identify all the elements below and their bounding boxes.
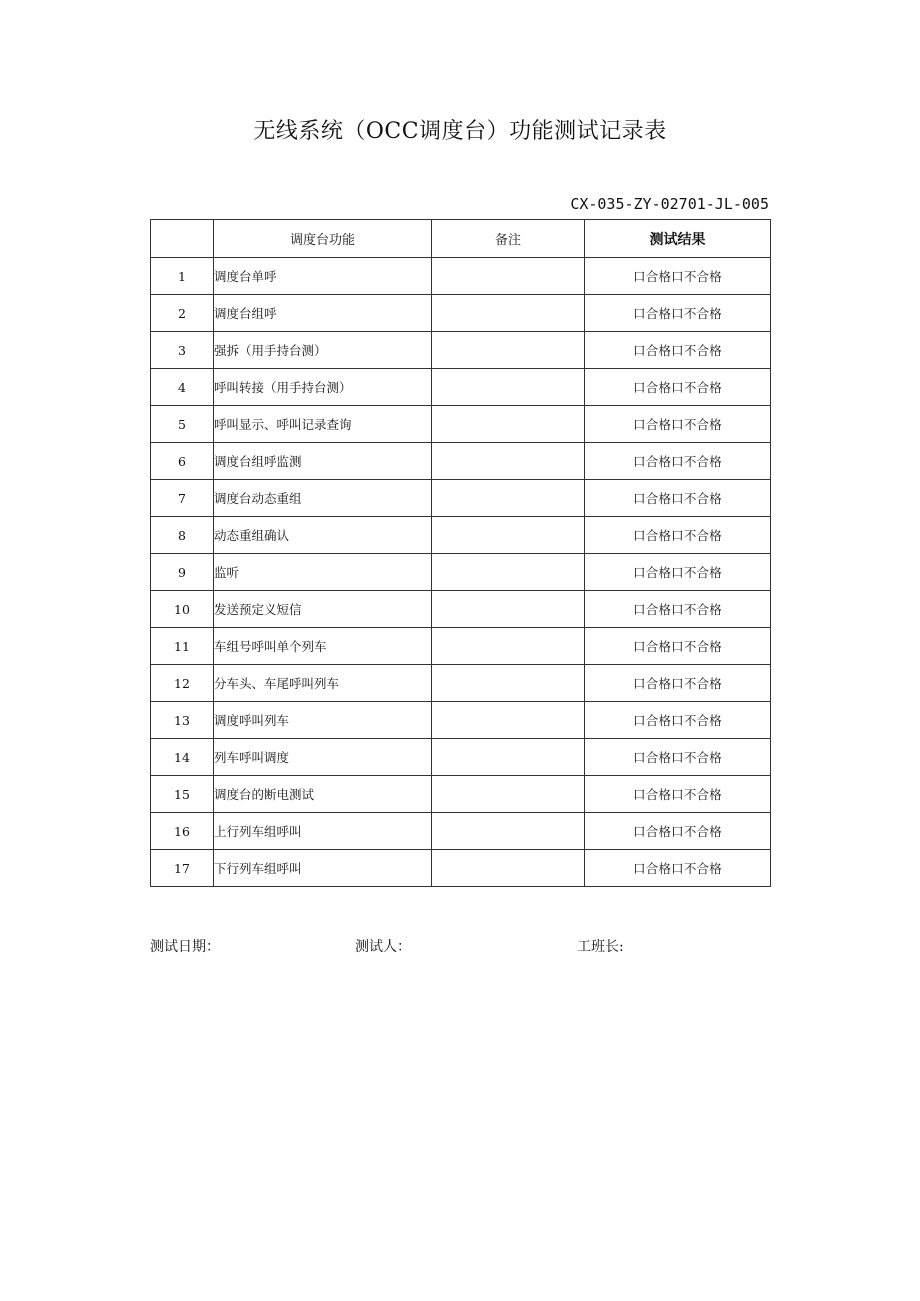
row-result-checkboxes [585,443,771,480]
table-row [151,295,771,332]
row-result-checkboxes [585,258,771,295]
table-row [151,443,771,480]
header-remark: 备注 [432,220,585,258]
result-options-text[interactable]: 口合格口不合格 [633,454,722,469]
table-row [151,850,771,887]
table-row [151,665,771,702]
row-remark-field[interactable] [432,517,585,554]
row-remark-field[interactable] [432,369,585,406]
row-index: 15 [151,776,214,813]
row-remark-field[interactable] [432,813,585,850]
test-date-label: 测试日期： [150,939,220,955]
table-row [151,591,771,628]
result-options-text[interactable]: 口合格口不合格 [633,713,722,728]
table-row [151,554,771,591]
row-result-checkboxes [585,332,771,369]
result-options-text[interactable]: 口合格口不合格 [633,565,722,580]
row-remark-field[interactable] [432,554,585,591]
row-function: 动态重组确认 [214,517,432,554]
row-function: 调度台的断电测试 [214,776,432,813]
row-result-checkboxes [585,628,771,665]
page-title: 无线系统（OCC调度台）功能测试记录表 [253,119,667,144]
row-remark-field[interactable] [432,739,585,776]
table-row [151,776,771,813]
row-remark-field[interactable] [432,776,585,813]
row-function: 发送预定义短信 [214,591,432,628]
table-row [151,406,771,443]
row-result-checkboxes [585,554,771,591]
row-index: 16 [151,813,214,850]
signature-footer [0,936,920,958]
row-index: 3 [151,332,214,369]
result-options-text[interactable]: 口合格口不合格 [633,676,722,691]
row-index: 13 [151,702,214,739]
row-index: 11 [151,628,214,665]
foreman-label: 工班长: [577,939,624,955]
row-index: 1 [151,258,214,295]
row-function: 呼叫转接（用手持台测） [214,369,432,406]
row-result-checkboxes [585,591,771,628]
document-code: CX-035-ZY-02701-JL-005 [570,195,769,213]
table-row [151,813,771,850]
table-row [151,369,771,406]
row-function: 调度台单呼 [214,258,432,295]
result-options-text[interactable]: 口合格口不合格 [633,861,722,876]
row-function: 调度呼叫列车 [214,702,432,739]
result-options-text[interactable]: 口合格口不合格 [633,528,722,543]
row-index: 2 [151,295,214,332]
row-remark-field[interactable] [432,591,585,628]
result-options-text[interactable]: 口合格口不合格 [633,491,722,506]
result-options-text[interactable]: 口合格口不合格 [633,824,722,839]
row-result-checkboxes [585,702,771,739]
row-index: 9 [151,554,214,591]
row-result-checkboxes [585,295,771,332]
table-row [151,702,771,739]
row-function: 上行列车组呼叫 [214,813,432,850]
table-row [151,332,771,369]
result-options-text[interactable]: 口合格口不合格 [633,343,722,358]
row-function: 调度台组呼监测 [214,443,432,480]
result-options-text[interactable]: 口合格口不合格 [633,639,722,654]
tester-label: 测试人： [355,939,411,955]
row-remark-field[interactable] [432,258,585,295]
result-options-text[interactable]: 口合格口不合格 [633,602,722,617]
result-options-text[interactable]: 口合格口不合格 [633,750,722,765]
row-result-checkboxes [585,665,771,702]
table-body [151,258,771,887]
row-remark-field[interactable] [432,850,585,887]
result-options-text[interactable]: 口合格口不合格 [633,380,722,395]
row-result-checkboxes [585,406,771,443]
row-index: 17 [151,850,214,887]
row-index: 10 [151,591,214,628]
test-record-table [150,219,771,887]
row-result-checkboxes [585,480,771,517]
table-row [151,258,771,295]
row-index: 7 [151,480,214,517]
row-index: 5 [151,406,214,443]
row-result-checkboxes [585,739,771,776]
row-function: 下行列车组呼叫 [214,850,432,887]
row-result-checkboxes [585,517,771,554]
row-function: 分车头、车尾呼叫列车 [214,665,432,702]
row-index: 12 [151,665,214,702]
table-row [151,739,771,776]
row-function: 调度台组呼 [214,295,432,332]
row-result-checkboxes [585,813,771,850]
result-options-text[interactable]: 口合格口不合格 [633,417,722,432]
table-row [151,480,771,517]
table-row [151,517,771,554]
row-function: 列车呼叫调度 [214,739,432,776]
header-function: 调度台功能 [214,220,432,258]
row-function: 调度台动态重组 [214,480,432,517]
row-index: 8 [151,517,214,554]
row-remark-field[interactable] [432,406,585,443]
row-remark-field[interactable] [432,443,585,480]
row-function: 强拆（用手持台测） [214,332,432,369]
row-function: 呼叫显示、呼叫记录查询 [214,406,432,443]
row-result-checkboxes [585,369,771,406]
row-remark-field[interactable] [432,480,585,517]
table-row [151,628,771,665]
row-result-checkboxes [585,850,771,887]
row-index: 14 [151,739,214,776]
row-result-checkboxes [585,776,771,813]
result-options-text[interactable]: 口合格口不合格 [633,787,722,802]
header-index [151,220,214,258]
row-remark-field[interactable] [432,665,585,702]
row-function: 监听 [214,554,432,591]
row-index: 6 [151,443,214,480]
row-function: 车组号呼叫单个列车 [214,628,432,665]
row-remark-field[interactable] [432,628,585,665]
row-remark-field[interactable] [432,332,585,369]
row-remark-field[interactable] [432,702,585,739]
table-header-row [151,220,771,258]
row-remark-field[interactable] [432,295,585,332]
header-result: 测试结果 [585,220,771,258]
result-options-text[interactable]: 口合格口不合格 [633,306,722,321]
row-index: 4 [151,369,214,406]
result-options-text[interactable]: 口合格口不合格 [633,269,722,284]
